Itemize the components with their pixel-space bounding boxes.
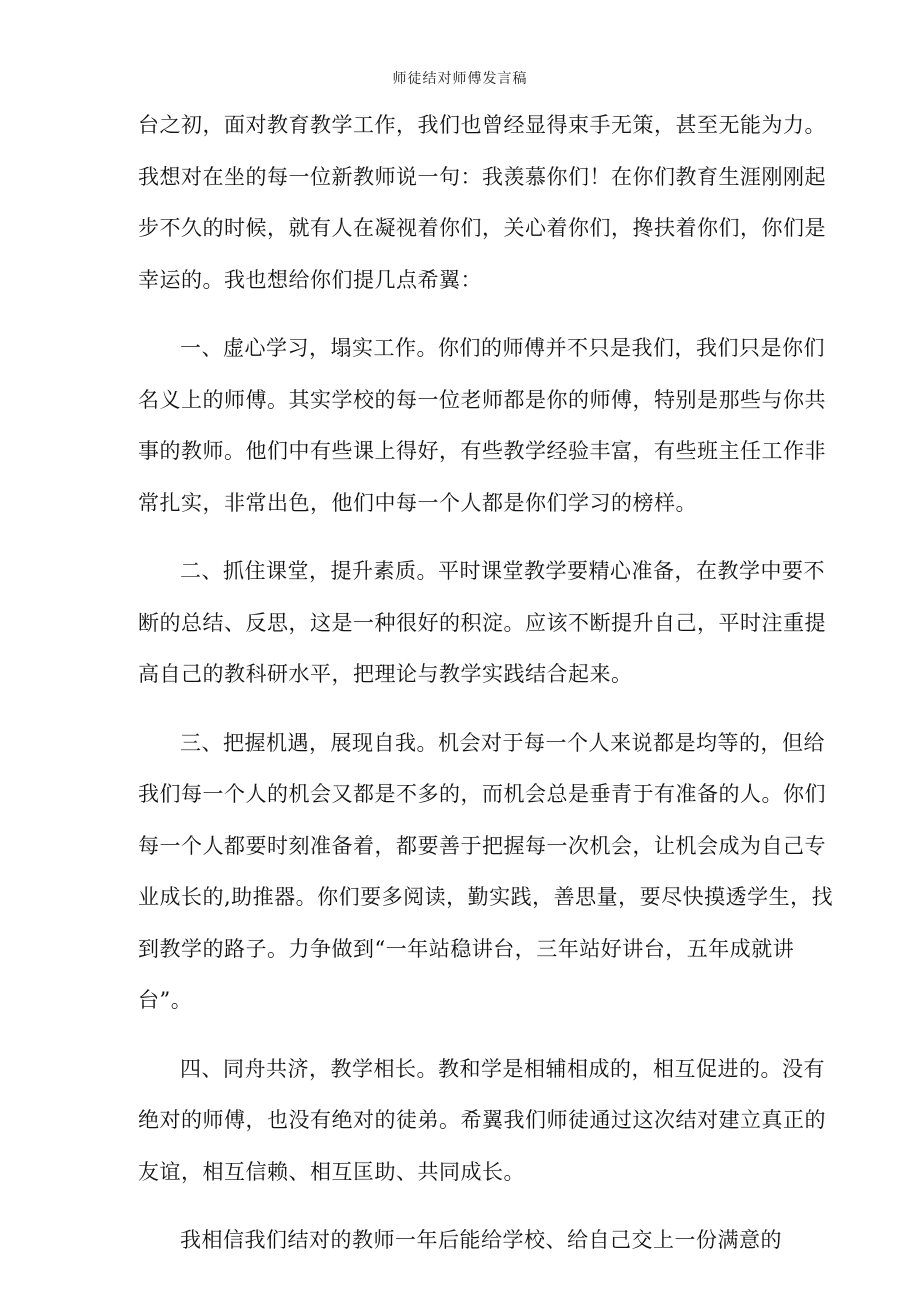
paragraph: [138, 1044, 826, 1199]
text-line: 友谊，相互信赖、相互匡助、共同成长。: [138, 1159, 525, 1184]
paragraph: [138, 100, 826, 152]
text-line: 台之初，面对教育教学工作，我们也曾经显得束手无策，甚至无能为力。: [138, 113, 826, 137]
paragraph: [138, 1215, 786, 1267]
text-line: 我们每一个人的机会又都是不多的，而机会总是垂青于有准备的人。你们: [138, 782, 826, 806]
page-header: 师徒结对师傅发言稿: [392, 71, 528, 87]
text-line: 步不久的时候，就有人在凝视着你们，关心着你们，搀扶着你们，你们是: [138, 216, 826, 240]
text-line: 三、把握机遇，展现自我。机会对于每一个人来说都是均等的，但给: [180, 730, 825, 755]
text-line: 绝对的师傅，也没有绝对的徒弟。希翼我们师徒通过这次结对建立真正的: [138, 1108, 826, 1132]
text-line: 二、抓住课堂，提升素质。平时课堂教学要精心准备，在教学中要不: [180, 559, 825, 583]
text-line: 高自己的教科研水平，把理论与教学实践结合起来。: [138, 662, 633, 686]
text-line: 事的教师。他们中有些课上得好，有些教学经验丰富，有些班主任工作非: [138, 439, 826, 463]
text-line: 常扎实，非常出色，他们中每一个人都是你们学习的榜样。: [138, 490, 697, 515]
paragraph: [138, 546, 826, 701]
paragraph: [138, 323, 826, 529]
text-line: 到教学的路子。力争做到“一年站稳讲台，三年站好讲台，五年成就讲: [138, 936, 795, 961]
text-line: 每一个人都要时刻准备着，都要善于把握每一次机会，让机会成为自己专: [138, 833, 826, 858]
paragraph: [138, 718, 834, 1027]
document-body: [138, 100, 834, 1267]
text-line: 我想对在坐的每一位新教师说一句：我羡慕你们！在你们教育生涯刚刚起: [138, 164, 826, 189]
text-line: 我相信我们结对的教师一年后能给学校、给自己交上一份满意的: [180, 1228, 782, 1252]
text-line: 幸运的。我也想给你们提几点希翼：: [138, 267, 482, 292]
text-line: 断的总结、反思，这是一种很好的积淀。应该不断提升自己，平时注重提: [138, 610, 826, 635]
text-line: 四、同舟共济，教学相长。教和学是相辅相成的，相互促进的。没有: [180, 1056, 825, 1081]
text-line: 台”。: [138, 988, 193, 1012]
text-line: 业成长的,助推器。你们要多阅读，勤实践，善思量，要尽快摸透学生，找: [138, 885, 834, 909]
paragraph: [138, 152, 826, 307]
text-line: 名义上的师傅。其实学校的每一位老师都是你的师傅，特别是那些与你共: [138, 387, 826, 412]
text-line: 一、虚心学习，塌实工作。你们的师傅并不只是我们，我们只是你们: [180, 336, 825, 360]
